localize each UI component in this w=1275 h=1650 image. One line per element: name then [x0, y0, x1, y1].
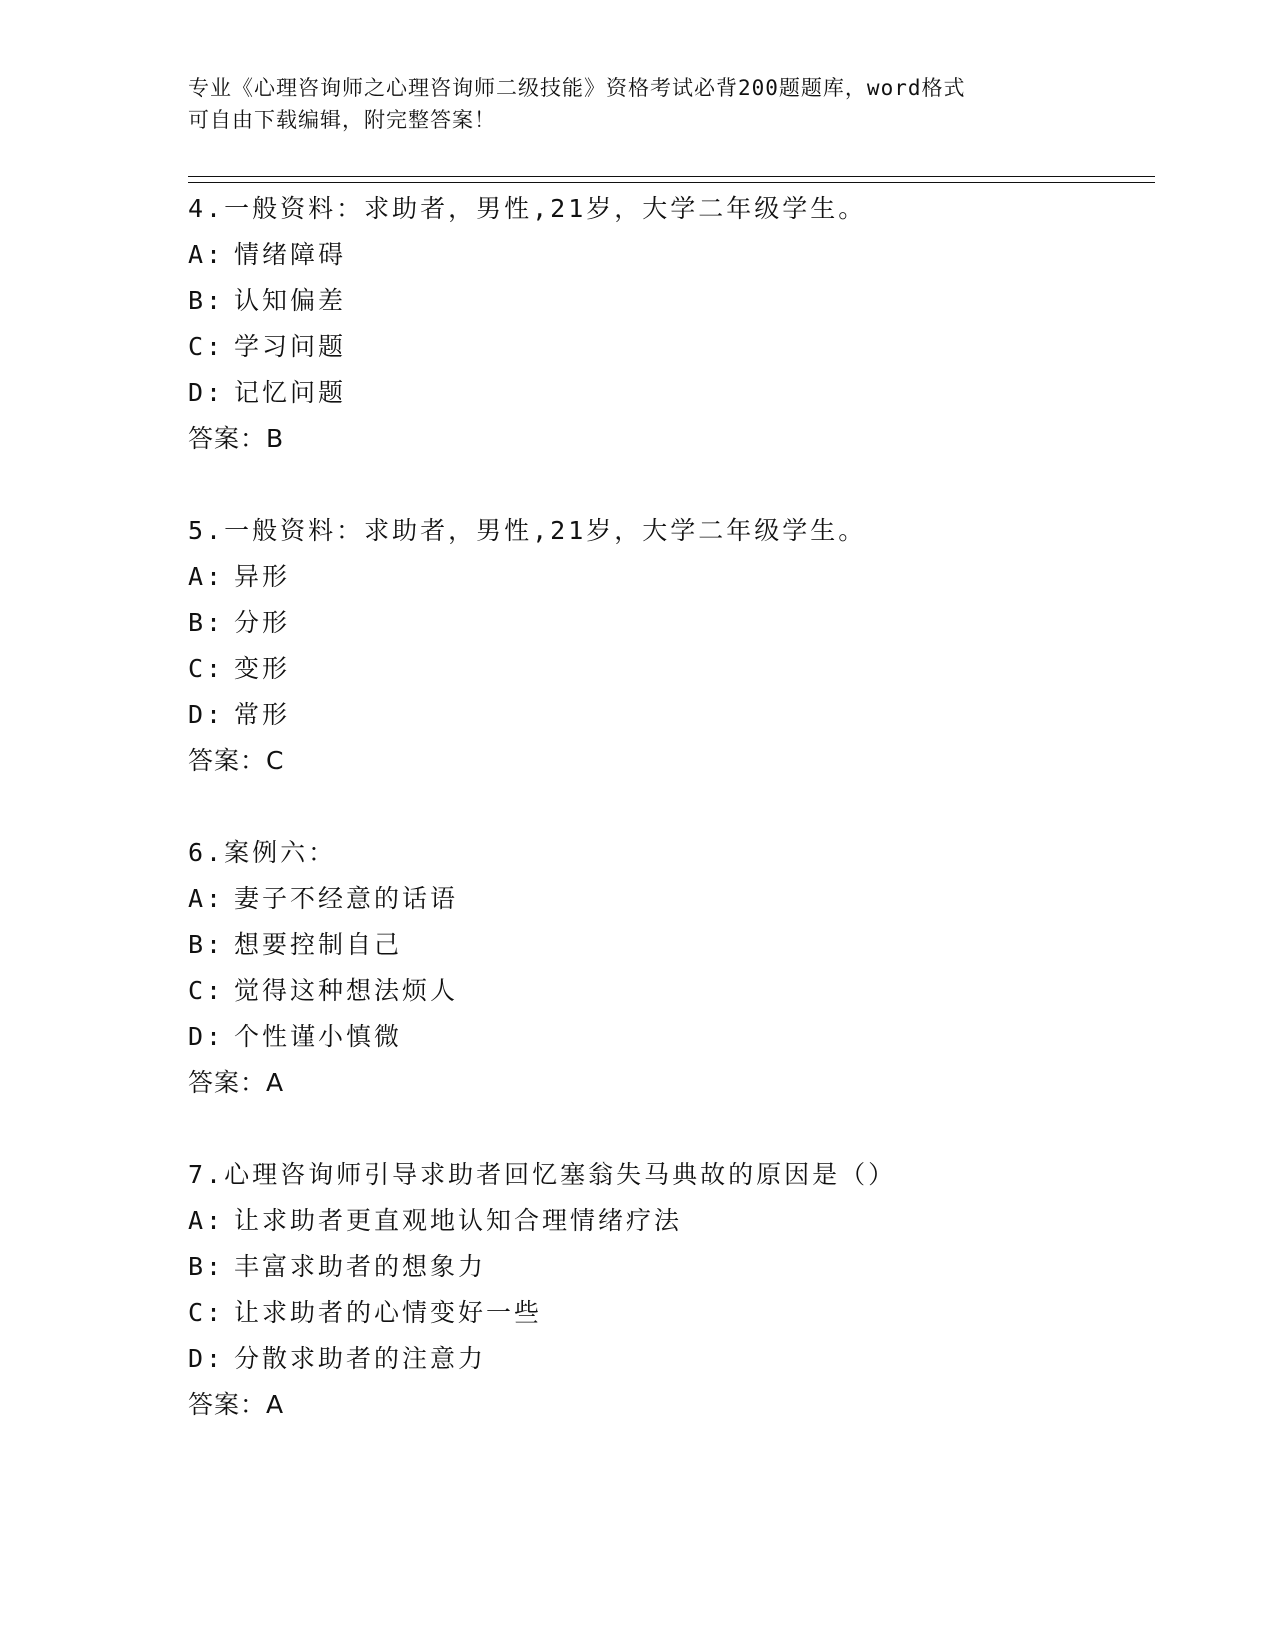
- option-b: [188, 278, 1148, 324]
- option-text: 异形: [234, 562, 291, 591]
- option-text: 情绪障碍: [234, 240, 347, 269]
- option-letter: A:: [188, 1206, 225, 1235]
- option-text: 记忆问题: [234, 378, 347, 407]
- question-5: [188, 508, 1148, 784]
- option-letter: B:: [188, 930, 225, 959]
- question-stem: 4.一般资料：求助者，男性,21岁，大学二年级学生。: [188, 194, 867, 223]
- header-divider-top: [188, 176, 1155, 177]
- option-letter: C:: [188, 654, 225, 683]
- option-a: [188, 554, 1148, 600]
- option-letter: D:: [188, 1022, 225, 1051]
- option-d: [188, 370, 1148, 416]
- option-text: 让求助者更直观地认知合理情绪疗法: [234, 1206, 683, 1235]
- option-letter: C:: [188, 1298, 225, 1327]
- header-divider-bottom: [188, 182, 1155, 183]
- header-line-1: 专业《心理咨询师之心理咨询师二级技能》资格考试必背200题题库，word格式: [188, 76, 966, 100]
- question-4: [188, 186, 1148, 462]
- option-text: 妻子不经意的话语: [234, 884, 459, 913]
- option-letter: C:: [188, 332, 225, 361]
- option-a: [188, 1198, 1148, 1244]
- option-c: [188, 646, 1148, 692]
- option-letter: B:: [188, 1252, 225, 1281]
- option-text: 让求助者的心情变好一些: [234, 1298, 543, 1327]
- document-header: [188, 72, 1088, 136]
- option-letter: D:: [188, 700, 225, 729]
- option-a: [188, 232, 1148, 278]
- question-stem: 7.心理咨询师引导求助者回忆塞翁失马典故的原因是（）: [188, 1160, 897, 1189]
- option-text: 认知偏差: [234, 286, 347, 315]
- option-c: [188, 1290, 1148, 1336]
- option-text: 变形: [234, 654, 291, 683]
- option-c: [188, 324, 1148, 370]
- option-text: 丰富求助者的想象力: [234, 1252, 487, 1281]
- option-letter: A:: [188, 884, 225, 913]
- option-letter: C:: [188, 976, 225, 1005]
- option-text: 个性谨小慎微: [234, 1022, 403, 1051]
- option-d: [188, 692, 1148, 738]
- question-stem: 5.一般资料：求助者，男性,21岁，大学二年级学生。: [188, 516, 867, 545]
- answer-line: 答案：A: [188, 1390, 285, 1419]
- answer-line: 答案：B: [188, 424, 285, 453]
- option-b: [188, 600, 1148, 646]
- option-text: 分散求助者的注意力: [234, 1344, 487, 1373]
- option-letter: B:: [188, 286, 225, 315]
- option-text: 觉得这种想法烦人: [234, 976, 459, 1005]
- option-d: [188, 1336, 1148, 1382]
- option-text: 常形: [234, 700, 291, 729]
- option-letter: D:: [188, 378, 225, 407]
- option-text: 分形: [234, 608, 291, 637]
- option-text: 想要控制自己: [234, 930, 403, 959]
- option-a: [188, 876, 1148, 922]
- answer-line: 答案：C: [188, 746, 285, 775]
- question-7: [188, 1152, 1148, 1428]
- option-c: [188, 968, 1148, 1014]
- question-stem: 6.案例六：: [188, 838, 337, 867]
- option-letter: A:: [188, 562, 225, 591]
- option-d: [188, 1014, 1148, 1060]
- question-6: [188, 830, 1148, 1106]
- option-text: 学习问题: [234, 332, 347, 361]
- option-b: [188, 922, 1148, 968]
- option-letter: A:: [188, 240, 225, 269]
- answer-line: 答案：A: [188, 1068, 285, 1097]
- option-b: [188, 1244, 1148, 1290]
- option-letter: B:: [188, 608, 225, 637]
- option-letter: D:: [188, 1344, 225, 1373]
- header-line-2: 可自由下载编辑，附完整答案！: [188, 108, 496, 132]
